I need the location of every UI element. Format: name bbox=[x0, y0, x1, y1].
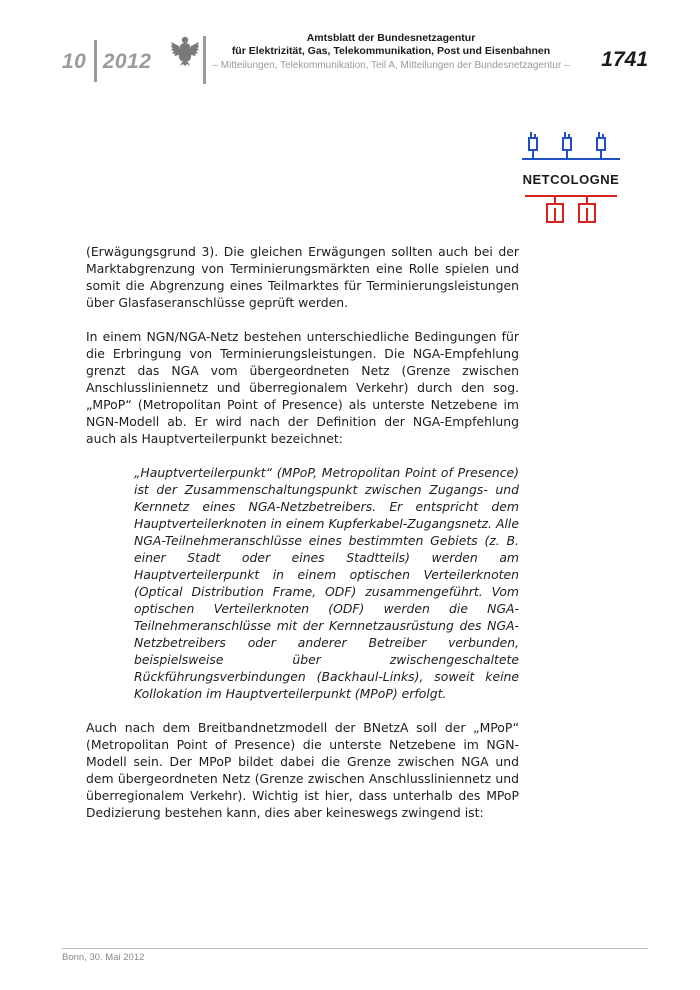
article-body bbox=[86, 243, 519, 838]
issue-label bbox=[62, 50, 151, 74]
paragraph: (Erwägungsgrund 3). Die gleichen Erwägungen sollten auch bei der Marktabgrenzung von Terminierungsmärkten eine Rolle spielen und somit die Abgrenzung eines Teilmarktes für Terminierungsleistungen über Glasfaseranschlüsse geprüft werden. bbox=[86, 244, 519, 310]
federal-eagle-icon bbox=[170, 33, 200, 67]
paragraph: Auch nach dem Breitbandnetzmodell der BNetzA soll der „MPoP“ (Metropolitan Point of Presence) die unterste Netzebene im NGN-Modell sein. Der MPoP bildet dabei die Grenze zwischen NGA und dem übergeordneten Netz (Grenze zwischen Anschlussliniennetz und überregionalem Verkehr). Wichtig ist hier, dass unterhalb des MPoP Dedizierung bestehen kann, dies aber keineswegs zwingend ist: bbox=[86, 720, 519, 820]
definition-quote: „Hauptverteilerpunkt“ (MPoP, Metropolitan Point of Presence) ist der Zusammenschaltungspunkt zwischen Zugangs- und Kernnetz eines NGA-Netzbetreibers. Er entspricht dem Hauptverteilerknoten in einem Kupferkabel-Zugangsnetz. Alle NGA-Teilnehmeranschlüsse eines bestimmten Gebiets (z. B. einer Stadt oder eines Stadtteils) werden am Hauptverteilerpunkt in einem optischen Verteilerknoten (Optical Distribution Frame, ODF) zusammengeführt. Vom optischen Verteilerknoten (ODF) werden die NGA-Teilnehmeranschlüsse mit der Kernnetzausrüstung des NGA-Netzbetreibers oder anderer Betreiber verbunden, beispielsweise über zwischengeschaltete Rückführungsverbindungen (Backhaul-Links), soweit keine Kollokation im Hauptverteilerpunkt (MPoP) erfolgt. bbox=[134, 465, 519, 701]
footer-place-date: Bonn, 30. Mai 2012 bbox=[62, 952, 145, 963]
gazette-title-line2: für Elektrizität, Gas, Telekommunikation, Post und Eisenbahnen bbox=[231, 45, 551, 57]
page-number: 1741 bbox=[601, 48, 648, 71]
netcologne-logo bbox=[517, 126, 625, 230]
logo-wordmark: NETCOLOGNE bbox=[522, 172, 620, 187]
footer-divider bbox=[62, 948, 648, 949]
gazette-title bbox=[212, 32, 570, 58]
header-divider bbox=[94, 40, 97, 82]
header-divider bbox=[203, 36, 206, 84]
gazette-title-line1: Amtsblatt der Bundesnetzagentur bbox=[306, 32, 476, 44]
issue-year: 2012 bbox=[102, 50, 152, 73]
issue-number: 10 bbox=[62, 50, 87, 73]
paragraph: In einem NGN/NGA-Netz bestehen unterschiedliche Bedingungen für die Erbringung von Terminierungsleistungen. Die NGA-Empfehlung grenzt das NGA vom übergeordneten Netz (Grenze zwischen Anschlussliniennetz und überregionalem Verkehr) durch den sog. „MPoP“ (Metropolitan Point of Presence) als unterste Netzebene im NGN-Modell ab. Er wird nach der Definition der NGA-Empfehlung auch als Hauptverteilerpunkt bezeichnet: bbox=[86, 329, 519, 446]
gazette-subtitle: – Mitteilungen, Telekommunikation, Teil A, Mitteilungen der Bundesnetzagentur – bbox=[212, 60, 570, 71]
